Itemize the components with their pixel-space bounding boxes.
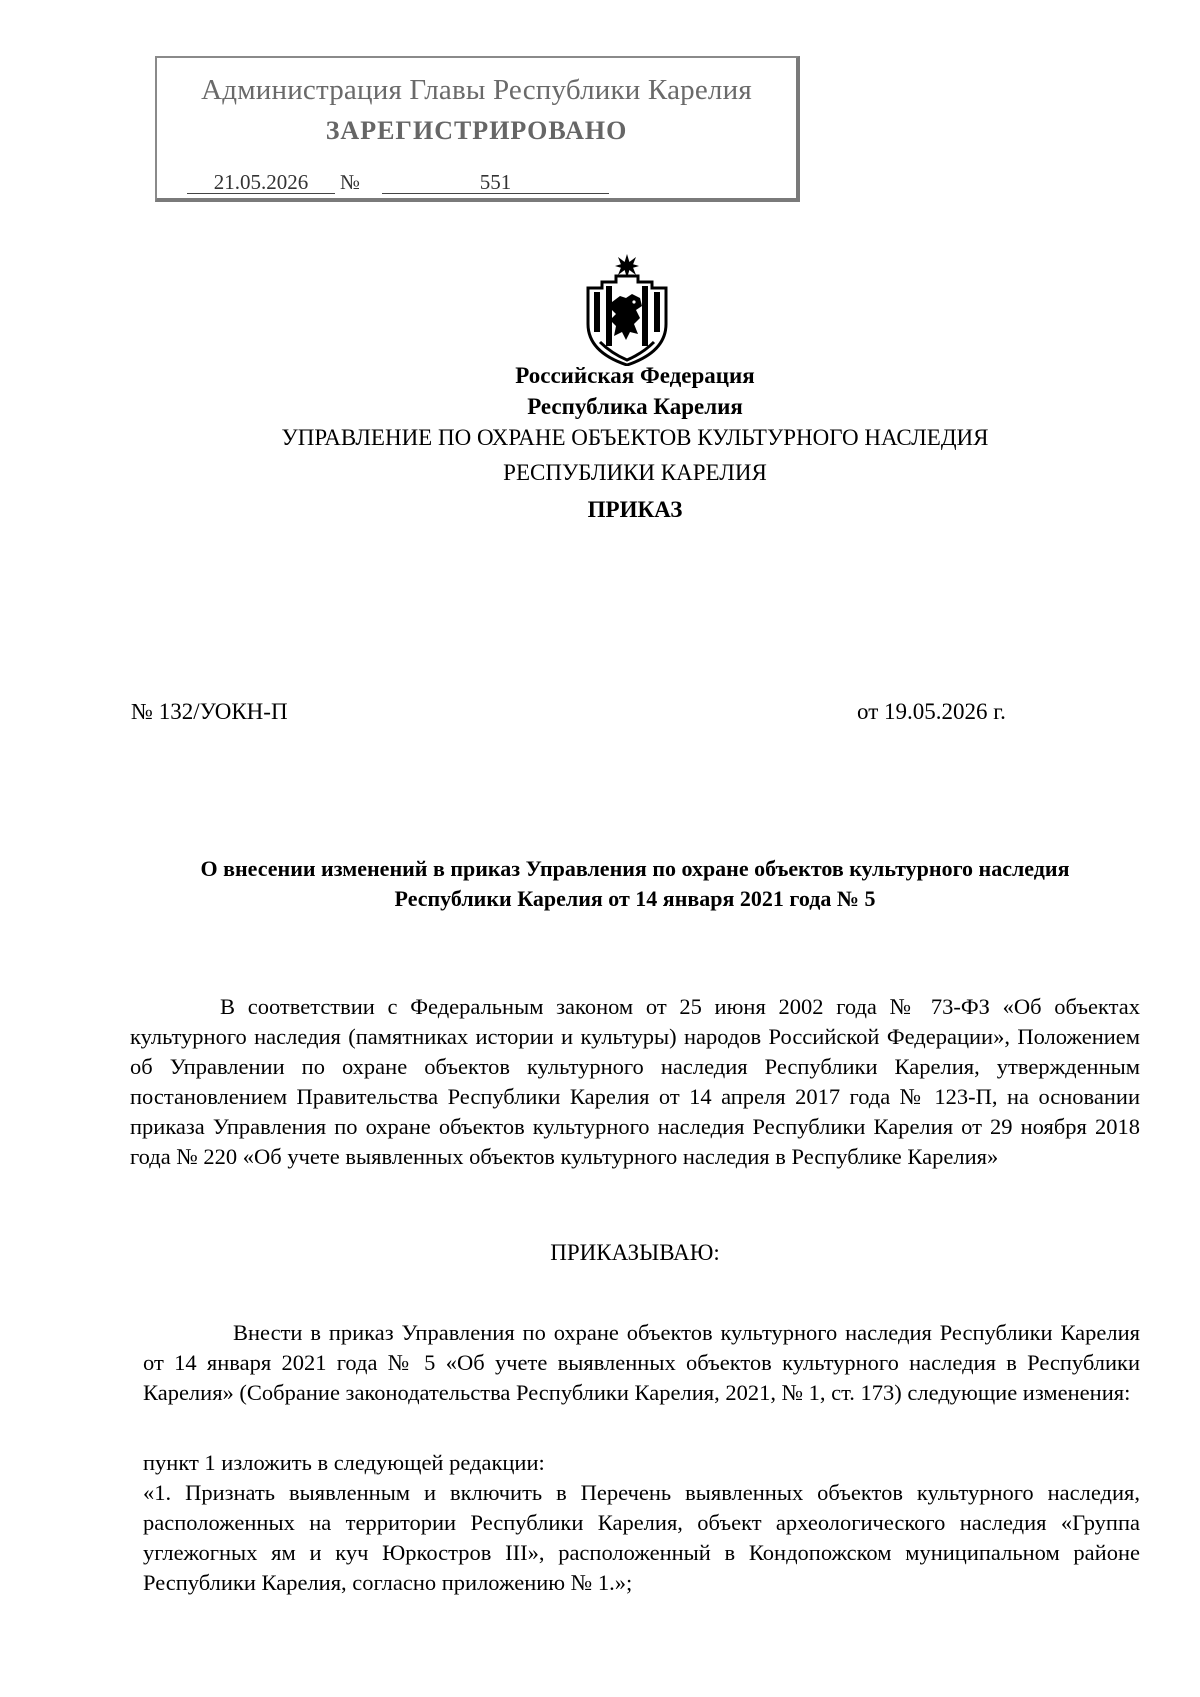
header-agency-line2: РЕСПУБЛИКИ КАРЕЛИЯ: [503, 460, 767, 485]
document-title-line1: О внесении изменений в приказ Управления по охране объектов культурного наследия: [200, 856, 1070, 881]
order-date: от 19.05.2026 г.: [857, 699, 1006, 724]
point-intro: пункт 1 изложить в следующей редакции:: [143, 1450, 545, 1475]
document-title: [130, 854, 1140, 914]
stamp-number-sign: №: [340, 170, 361, 194]
amendment-intro-paragraph: Внести в приказ Управления по охране объектов культурного наследия Республики Карелия от 14 января 2021 года № 5 «Об учете выявленных объектов культурного наследия в Республики Карелия» (Собрание законодательства Республики Карелия, 2021, № 1, ст. 173) следующие изменения:: [143, 1320, 1140, 1405]
document-type-title: ПРИКАЗ: [587, 497, 683, 522]
registration-stamp: [155, 56, 800, 202]
header-federation: Российская Федерация: [515, 363, 755, 388]
stamp-registration-number: 551: [382, 171, 609, 194]
stamp-administration-label: Администрация Главы Республики Карелия: [201, 74, 752, 106]
karelia-coat-of-arms-icon: [582, 254, 672, 366]
stamp-registered-label: ЗАРЕГИСТРИРОВАНО: [325, 116, 628, 145]
header-republic: Республика Карелия: [527, 394, 743, 419]
order-number: № 132/УОКН-П: [131, 699, 288, 724]
preamble-paragraph: В соответствии с Федеральным законом от 25 июня 2002 года № 73-ФЗ «Об объектах культурного наследия (памятниках истории и культуры) народов Российской Федерации», Положением об Управлении по охране объектов культурного наследия Республики Карелия, утвержденным постановлением Правительства Республики Карелия от 14 апреля 2017 года № 123-П, на основании приказа Управления по охране объектов культурного наследия Республики Карелия от 29 ноября 2018 года № 220 «Об учете выявленных объектов культурного наследия в Республике Карелия»: [130, 994, 1140, 1169]
header-agency-line1: УПРАВЛЕНИЕ ПО ОХРАНЕ ОБЪЕКТОВ КУЛЬТУРНОГО НАСЛЕДИЯ: [281, 425, 989, 450]
stamp-registration-date: 21.05.2026: [187, 171, 335, 194]
document-title-line2: Республики Карелия от 14 января 2021 года № 5: [394, 886, 876, 911]
point-text: «1. Признать выявленным и включить в Перечень выявленных объектов культурного наследия, расположенных на территории Республики Карелия, объект археологического наследия «Группа углежогных ям и куч Юркостров III», расположенный в Кондопожском муниципальном районе Республики Карелия, согласно приложению № 1.»;: [143, 1480, 1140, 1595]
order-word: ПРИКАЗЫВАЮ:: [550, 1240, 720, 1265]
